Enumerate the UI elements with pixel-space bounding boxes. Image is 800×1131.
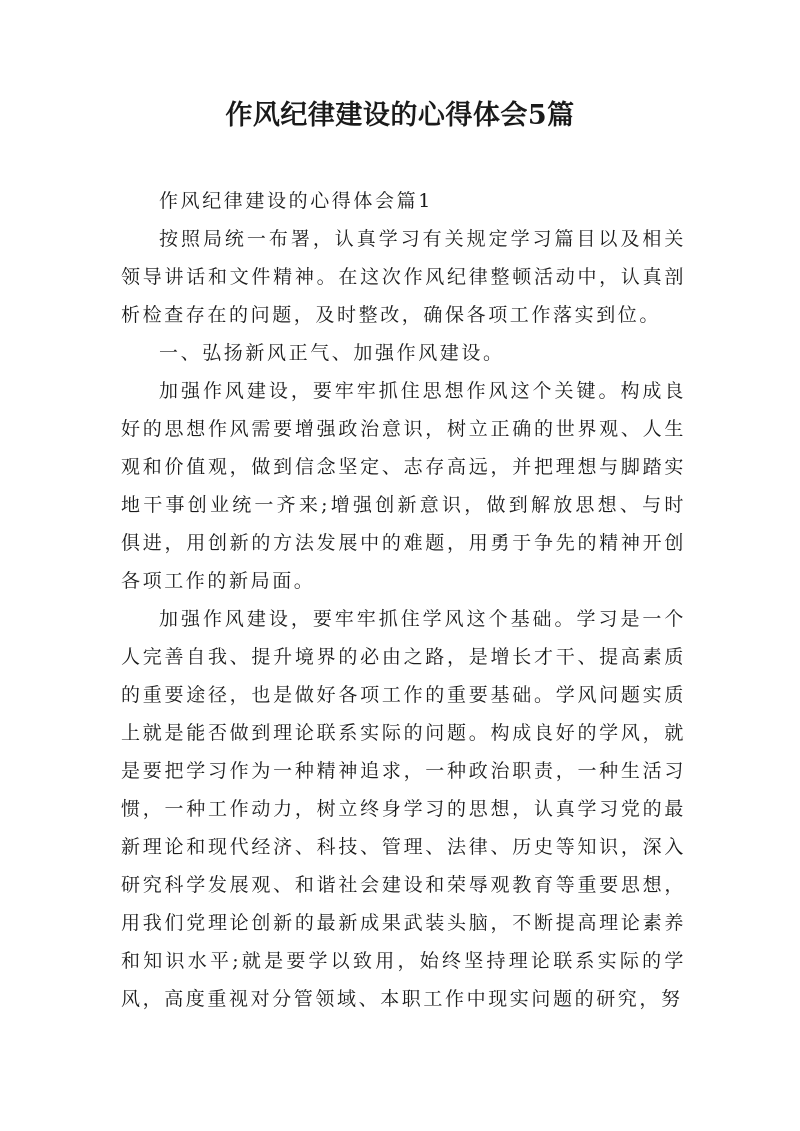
document-title: 作风纪律建设的心得体会5篇 [225,100,575,131]
section-heading: 作风纪律建设的心得体会篇1 [159,190,433,212]
document-body [121,182,686,1018]
paragraph: 加强作风建设，要牢牢抓住学风这个基础。学习是一个人完善自我、提升境界的必由之路，是增长才干、提高素质的重要途径，也是做好各项工作的重要基础。学风问题实质上就是能否做到理论联系实际的问题。构成良好的学风，就是要把学习作为一种精神追求，一种政治职责，一种生活习惯，一种工作动力，树立终身学习的思想，认真学习党的最新理论和现代经济、科技、管理、法律、历史等知识，深入研究科学发展观、和谐社会建设和荣辱观教育等重要思想，用我们党理论创新的最新成果武装头脑，不断提高理论素养和知识水平;就是要学以致用，始终坚持理论联系实际的学风，高度重视对分管领域、本职工作中现实问题的研究，努 [121,608,686,1010]
subheading: 一、弘扬新风正气、加强作风建设。 [159,342,505,364]
paragraph: 按照局统一布署，认真学习有关规定学习篇目以及相关领导讲话和文件精神。在这次作风纪律整顿活动中，认真剖析检查存在的问题，及时整改，确保各项工作落实到位。 [121,228,686,326]
paragraph: 加强作风建设，要牢牢抓住思想作风这个关键。构成良好的思想作风需要增强政治意识，树立正确的世界观、人生观和价值观，做到信念坚定、志存高远，并把理想与脚踏实地干事创业统一齐来;增强创新意识，做到解放思想、与时俱进，用创新的方法发展中的难题，用勇于争先的精神开创各项工作的新局面。 [121,380,686,592]
